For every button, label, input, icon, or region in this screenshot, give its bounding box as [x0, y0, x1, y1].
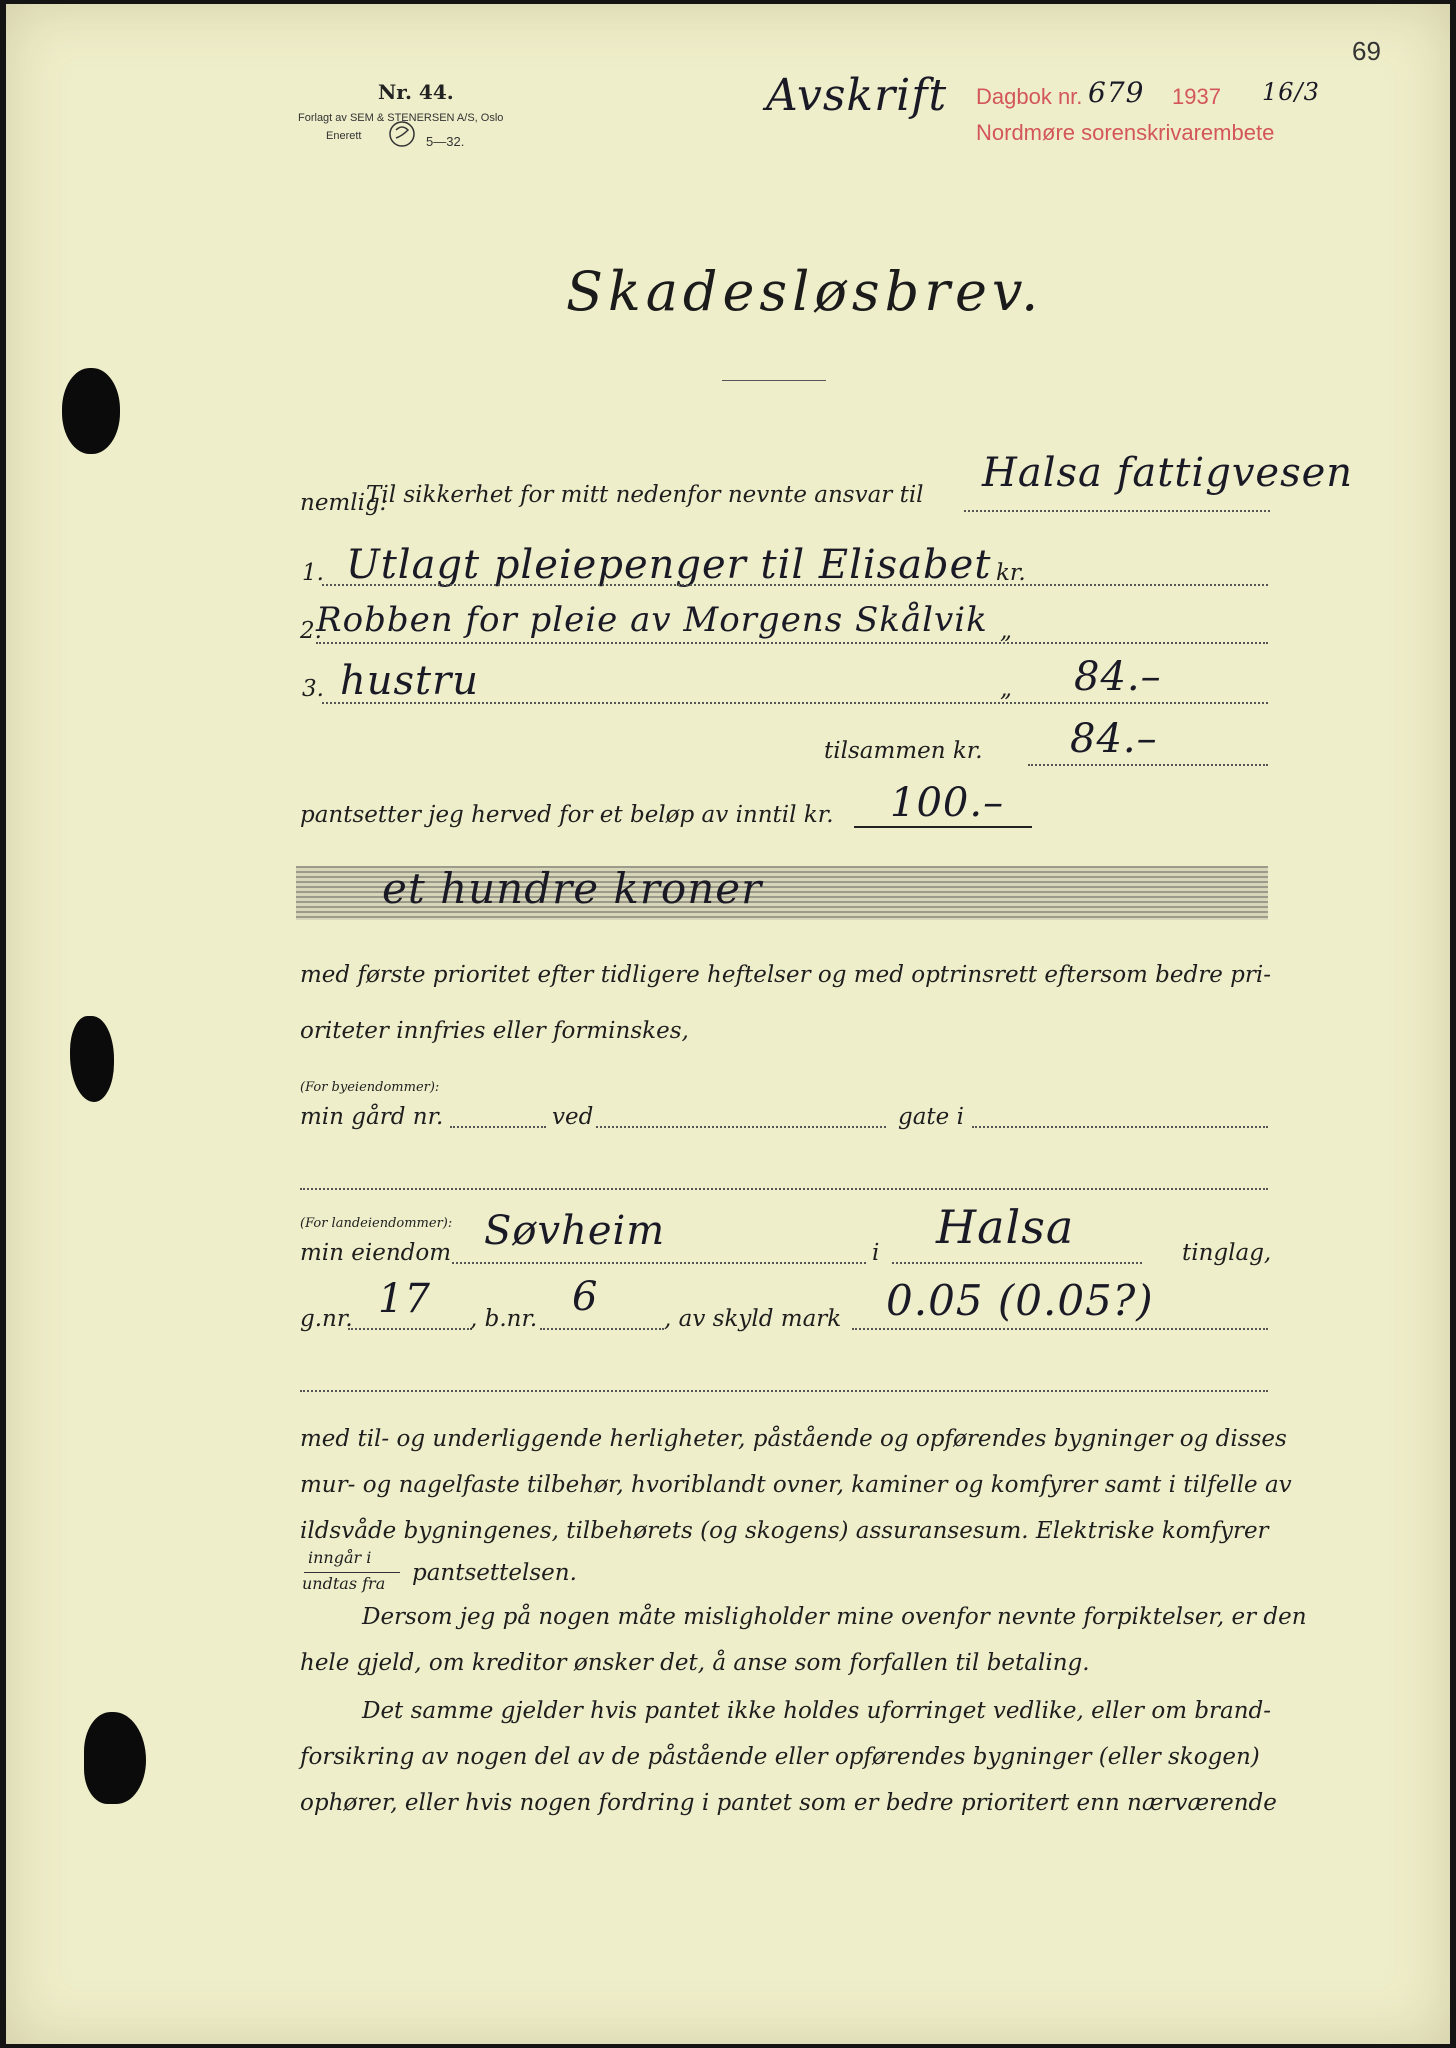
body-p1-line3: ildsvåde bygningenes, tilbehørets (og skogens) assuransesum. Elektriske komfyrer [300, 1518, 1269, 1544]
land-tinglag-label: tinglag, [1182, 1240, 1272, 1266]
amount-in-words: et hundre kroner [382, 864, 763, 913]
excluded-option: undtas fra [302, 1574, 386, 1593]
item-1-currency: kr. [996, 560, 1026, 586]
nemlig-label: nemlig: [300, 490, 388, 516]
gnr-value: 17 [378, 1276, 431, 1322]
body-p1-line1: med til- og underliggende herligheter, påstående og opførendes bygninger og disses [300, 1426, 1287, 1452]
punch-hole-middle [70, 1016, 114, 1102]
land-tinglag-value: Halsa [936, 1200, 1075, 1254]
bnr-label: , b.nr. [470, 1306, 538, 1332]
body-p3-line1: Det samme gjelder hvis pantet ikke holdes uforringet vedlike, eller om brand- [362, 1698, 1272, 1724]
item-3-line [322, 702, 1268, 704]
document-page [6, 4, 1450, 2044]
priority-line-1: med første prioritet efter tidligere heftelser og med optrinsrett eftersom bedre pri- [300, 962, 1271, 988]
land-tinglag-line [892, 1262, 1142, 1264]
city-gate-line [972, 1126, 1268, 1128]
skyld-line [852, 1328, 1268, 1330]
city-ved-label: ved [552, 1104, 594, 1130]
stamp-dagbok-label: Dagbok nr. [976, 84, 1083, 109]
item-3-text: hustru [340, 658, 480, 704]
included-divider [304, 1572, 400, 1573]
skyld-value: 0.05 (0.05?) [886, 1276, 1154, 1325]
land-eiendom-line [452, 1262, 866, 1264]
gnr-line [348, 1328, 472, 1330]
body-p2-line2: hele gjeld, om kreditor ønsker det, å anse som forfallen til betaling. [300, 1650, 1090, 1676]
bnr-line [540, 1328, 664, 1330]
item-2-number: 2. [300, 618, 322, 644]
item-1-line [322, 584, 1268, 586]
total-amount: 84.– [1070, 716, 1158, 762]
item-2-text: Robben for pleie av Morgens Skålvik [316, 600, 988, 640]
pledge-label: pantsetter jeg herved for et beløp av inntil kr. [300, 802, 834, 828]
city-gard-label: min gård nr. [300, 1104, 444, 1130]
punch-hole-bottom [84, 1712, 146, 1804]
stamp-date: 16/3 [1262, 78, 1320, 106]
priority-line-2: oriteter innfries eller forminskes, [300, 1018, 689, 1044]
publisher-enerett: Enerett [326, 130, 362, 142]
publisher-line: Forlagt av SEM & STENERSEN A/S, Oslo [298, 112, 504, 124]
city-gate-label: gate i [898, 1104, 964, 1130]
body-p2-line1: Dersom jeg på nogen måte misligholder mine ovenfor nevnte forpiktelser, er den [362, 1604, 1307, 1630]
item-3-currency: „ [1000, 676, 1012, 702]
body-p1-line4: pantsettelsen. [412, 1560, 577, 1586]
creditor-value: Halsa fattigvesen [982, 450, 1354, 496]
included-option: inngår i [308, 1548, 372, 1567]
body-p3-line3: ophører, eller hvis nogen fordring i pantet som er bedre prioritert enn nærværende [300, 1790, 1277, 1816]
body-p1-line2: mur- og nagelfaste tilbehør, hvoriblandt ovner, kaminer og komfyrer samt i tilfelle av [300, 1472, 1292, 1498]
bnr-value: 6 [572, 1274, 599, 1320]
form-number: Nr. 44. [378, 80, 454, 104]
publisher-logo [388, 120, 416, 148]
publisher-code: 5—32. [426, 134, 465, 149]
item-1-text: Utlagt pleiepenger til Elisabet [346, 542, 992, 588]
item-1-number: 1. [302, 560, 324, 586]
item-2-currency: „ [1000, 618, 1012, 644]
gnr-label: g.nr. [300, 1306, 353, 1332]
city-ved-line [596, 1126, 886, 1128]
item-2-line [316, 642, 1268, 644]
city-extra-line [300, 1188, 1268, 1190]
item-3-number: 3. [302, 676, 324, 702]
city-property-note: (For byeiendommer): [300, 1080, 440, 1095]
intro-text: Til sikkerhet for mitt nedenfor nevnte ansvar til [366, 482, 924, 508]
title-divider [722, 380, 826, 381]
item-3-amount: 84.– [1074, 654, 1162, 700]
creditor-line [964, 510, 1270, 512]
stamp-office: Nordmøre sorenskrivarembete [976, 120, 1275, 145]
stamp-year: 1937 [1172, 84, 1221, 109]
land-eiendom-value: Søvheim [484, 1208, 666, 1254]
document-title: Skadesløsbrev. [566, 260, 1044, 323]
skyld-label: , av skyld mark [664, 1306, 842, 1332]
land-i-label: i [872, 1240, 880, 1266]
city-gard-line [450, 1126, 546, 1128]
pledge-amount: 100.– [890, 780, 1005, 826]
stamp-handwritten-avskrift: Avskrift [766, 70, 948, 121]
stamp-dagbok-number: 679 [1088, 76, 1145, 109]
pledge-amount-underline [854, 826, 1032, 828]
page-number: 69 [1352, 36, 1381, 66]
total-label: tilsammen kr. [824, 738, 983, 764]
body-p3-line2: forsikring av nogen del av de påstående eller opførendes bygninger (eller skogen) [300, 1744, 1260, 1770]
punch-hole-top [62, 368, 120, 454]
total-line [1028, 764, 1268, 766]
land-eiendom-label: min eiendom [300, 1240, 452, 1266]
land-property-note: (For landeiendommer): [300, 1216, 453, 1231]
land-extra-line [300, 1390, 1268, 1392]
